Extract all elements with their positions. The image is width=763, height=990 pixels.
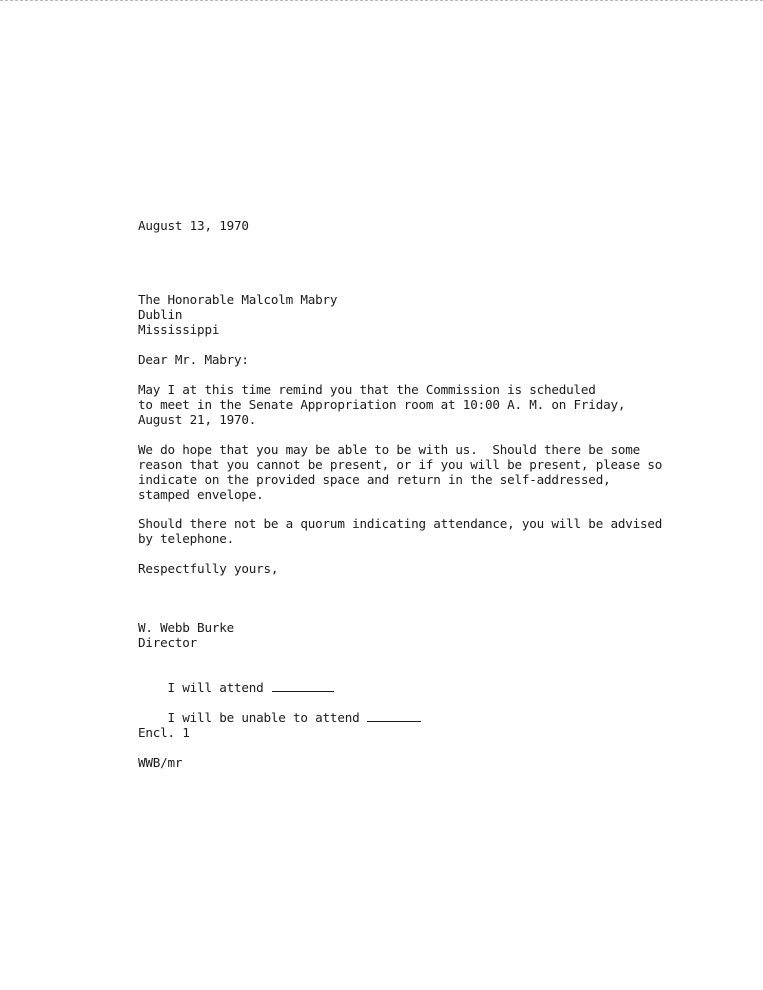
- unable-label: I will be unable to attend: [167, 710, 360, 725]
- paragraph-2-line-1: We do hope that you may be able to be with us. Should there be some: [138, 442, 640, 457]
- signer-name: W. Webb Burke: [138, 620, 234, 635]
- paragraph-3-line-1: Should there not be a quorum indicating attendance, you will be advised: [138, 516, 663, 531]
- signer-title: Director: [138, 635, 198, 650]
- recipient-state: Mississippi: [138, 322, 220, 337]
- letter-date: August 13, 1970: [138, 218, 249, 233]
- unable-blank-line: [367, 721, 421, 722]
- closing: Respectfully yours,: [138, 561, 279, 576]
- salutation: Dear Mr. Mabry:: [138, 352, 249, 367]
- enclosure-note: Encl. 1: [138, 725, 190, 740]
- paragraph-2-line-4: stamped envelope.: [138, 487, 264, 502]
- paragraph-1-line-3: August 21, 1970.: [138, 412, 257, 427]
- reference-initials: WWB/mr: [138, 755, 183, 770]
- recipient-city: Dublin: [138, 307, 183, 322]
- paragraph-1-line-1: May I at this time remind you that the Commission is scheduled: [138, 382, 596, 397]
- page-top-edge: [0, 0, 763, 1]
- recipient-name: The Honorable Malcolm Mabry: [138, 292, 338, 307]
- attend-blank-line: [272, 691, 334, 692]
- attend-label: I will attend: [167, 680, 264, 695]
- paragraph-2-line-2: reason that you cannot be present, or if you will be present, please so: [138, 457, 663, 472]
- paragraph-3-line-2: by telephone.: [138, 531, 234, 546]
- paragraph-2-line-3: indicate on the provided space and return in the self-addressed,: [138, 472, 611, 487]
- paragraph-1-line-2: to meet in the Senate Appropriation room at 10:00 A. M. on Friday,: [138, 397, 626, 412]
